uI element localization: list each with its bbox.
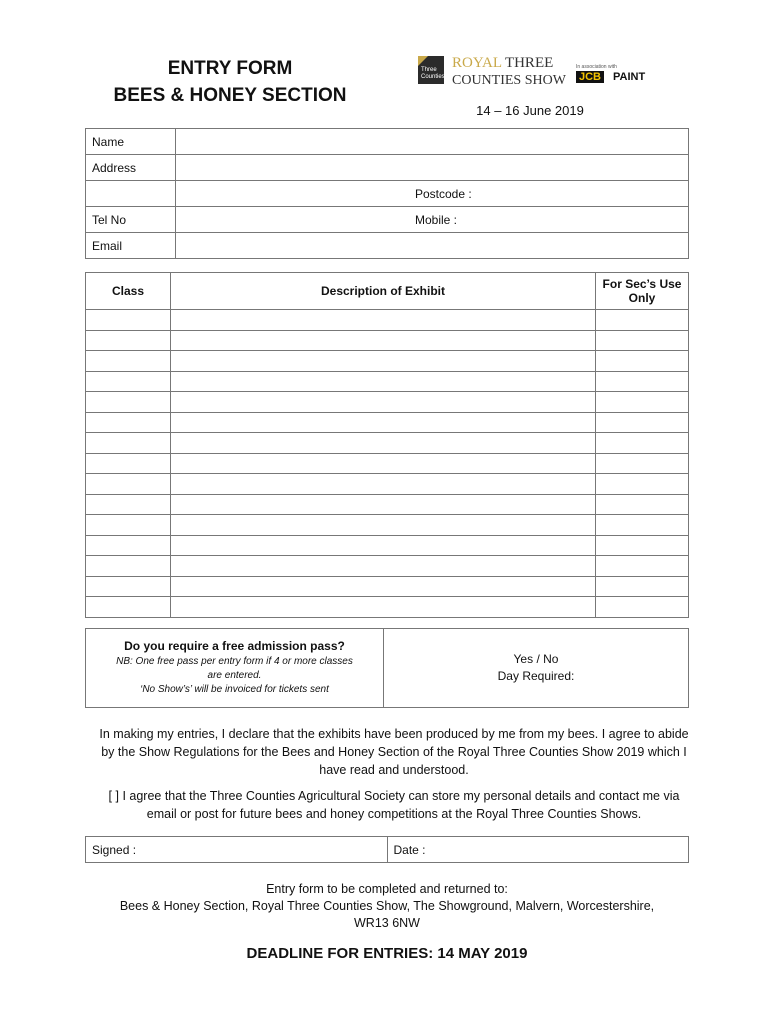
entry-class-cell[interactable] xyxy=(86,576,171,597)
entry-secs-use-cell xyxy=(596,535,689,556)
signature-table xyxy=(85,836,689,863)
tel-label: Tel No xyxy=(86,207,176,233)
entry-description-cell[interactable] xyxy=(171,576,596,597)
jcb-logo-icon: JCB xyxy=(576,71,604,83)
return-address: Bees & Honey Section, Royal Three Counties Show, The Showground, Malvern, Worcestershire, xyxy=(119,899,655,913)
entry-secs-use-cell xyxy=(596,330,689,351)
entry-row xyxy=(86,535,689,556)
entry-row xyxy=(86,351,689,372)
entry-row xyxy=(86,453,689,474)
entry-description-cell[interactable] xyxy=(171,433,596,454)
entry-row xyxy=(86,433,689,454)
entry-description-cell[interactable] xyxy=(171,330,596,351)
entry-secs-use-cell xyxy=(596,412,689,433)
entry-class-cell[interactable] xyxy=(86,310,171,331)
admission-pass-table xyxy=(85,628,689,708)
declaration-text: In making my entries, I declare that the exhibits have been produced by me from my bees. I agree to abide by the Show Regulations for the Bees and Honey Section of the Royal Three Counties Show 2019 which I have read and understood. xyxy=(99,727,689,777)
form-title: ENTRY FORM xyxy=(167,58,293,79)
entry-description-cell[interactable] xyxy=(171,392,596,413)
name-label: Name xyxy=(86,129,176,155)
mobile-label: Mobile : xyxy=(415,212,458,227)
return-instructions: Entry form to be completed and returned to: xyxy=(266,882,508,896)
pass-answer-cell[interactable] xyxy=(384,629,689,708)
yes-no-option[interactable]: Yes / No xyxy=(513,652,559,666)
pass-question-cell xyxy=(86,629,384,708)
description-header: Description of Exhibit xyxy=(171,273,596,310)
postcode-label: Postcode : xyxy=(415,186,472,201)
entry-class-cell[interactable] xyxy=(86,453,171,474)
entry-description-cell[interactable] xyxy=(171,371,596,392)
deadline-notice: DEADLINE FOR ENTRIES: 14 MAY 2019 xyxy=(246,945,528,962)
entry-class-cell[interactable] xyxy=(86,494,171,515)
entry-secs-use-cell xyxy=(596,515,689,536)
entry-class-cell[interactable] xyxy=(86,556,171,577)
entry-description-cell[interactable] xyxy=(171,310,596,331)
entry-class-cell[interactable] xyxy=(86,351,171,372)
entry-row xyxy=(86,310,689,331)
entry-description-cell[interactable] xyxy=(171,597,596,618)
entry-secs-use-cell xyxy=(596,453,689,474)
three-counties-logo-icon: Three Counties xyxy=(418,56,444,84)
return-postcode: WR13 6NW xyxy=(354,916,420,930)
day-required-label: Day Required: xyxy=(497,669,575,683)
entry-row xyxy=(86,474,689,495)
entry-class-cell[interactable] xyxy=(86,597,171,618)
date-label: Date : xyxy=(393,842,426,857)
address-continued-field[interactable] xyxy=(86,181,176,207)
entries-table xyxy=(85,272,689,618)
address-label: Address xyxy=(86,155,176,181)
entry-description-cell[interactable] xyxy=(171,453,596,474)
entry-secs-use-cell xyxy=(596,351,689,372)
entry-description-cell[interactable] xyxy=(171,556,596,577)
signed-field[interactable] xyxy=(86,837,388,863)
entry-secs-use-cell xyxy=(596,494,689,515)
show-dates: 14 – 16 June 2019 xyxy=(476,103,584,118)
secs-use-header: For Sec’s Use Only xyxy=(596,273,689,310)
entry-row xyxy=(86,515,689,536)
date-field[interactable] xyxy=(387,837,689,863)
entry-description-cell[interactable] xyxy=(171,515,596,536)
email-field[interactable] xyxy=(176,233,689,259)
entry-row xyxy=(86,556,689,577)
address-field[interactable] xyxy=(176,155,689,181)
entry-row xyxy=(86,371,689,392)
entry-class-cell[interactable] xyxy=(86,412,171,433)
pass-note-2: are entered. xyxy=(207,670,262,681)
entry-class-cell[interactable] xyxy=(86,515,171,536)
entry-description-cell[interactable] xyxy=(171,494,596,515)
entry-class-cell[interactable] xyxy=(86,330,171,351)
name-field[interactable] xyxy=(176,129,689,155)
entry-class-cell[interactable] xyxy=(86,535,171,556)
entry-description-cell[interactable] xyxy=(171,474,596,495)
entry-secs-use-cell xyxy=(596,371,689,392)
entry-description-cell[interactable] xyxy=(171,351,596,372)
consent-checkbox-text[interactable]: [ ] I agree that the Three Counties Agricultural Society can store my personal details and contact me via email or post for future bees and honey competitions at the Royal Three Counties Shows. xyxy=(108,789,680,821)
entry-secs-use-cell xyxy=(596,576,689,597)
entry-class-cell[interactable] xyxy=(86,474,171,495)
pass-question: Do you require a free admission pass? xyxy=(124,639,345,653)
signed-label: Signed : xyxy=(92,842,137,857)
email-label: Email xyxy=(86,233,176,259)
entry-row xyxy=(86,494,689,515)
entry-class-cell[interactable] xyxy=(86,371,171,392)
entry-row xyxy=(86,412,689,433)
section-title: BEES & HONEY SECTION xyxy=(113,85,347,106)
contact-details-table xyxy=(85,128,689,259)
entry-secs-use-cell xyxy=(596,433,689,454)
entry-secs-use-cell xyxy=(596,474,689,495)
entry-class-cell[interactable] xyxy=(86,433,171,454)
entry-row xyxy=(86,597,689,618)
entry-row xyxy=(86,392,689,413)
postcode-field[interactable] xyxy=(176,181,689,207)
entry-secs-use-cell xyxy=(596,310,689,331)
entry-class-cell[interactable] xyxy=(86,392,171,413)
mobile-field[interactable] xyxy=(176,207,689,233)
entry-secs-use-cell xyxy=(596,392,689,413)
entry-description-cell[interactable] xyxy=(171,412,596,433)
show-logo: Three Counties ROYAL THREE COUNTIES SHOW In association with JCB PAINT xyxy=(416,52,661,92)
pass-note-3: ‘No Show’s’ will be invoiced for tickets sent xyxy=(140,684,329,695)
entry-secs-use-cell xyxy=(596,597,689,618)
entry-row xyxy=(86,330,689,351)
entry-row xyxy=(86,576,689,597)
entry-description-cell[interactable] xyxy=(171,535,596,556)
class-header: Class xyxy=(86,273,171,310)
pass-note-1: NB: One free pass per entry form if 4 or more classes xyxy=(116,656,353,667)
entry-secs-use-cell xyxy=(596,556,689,577)
